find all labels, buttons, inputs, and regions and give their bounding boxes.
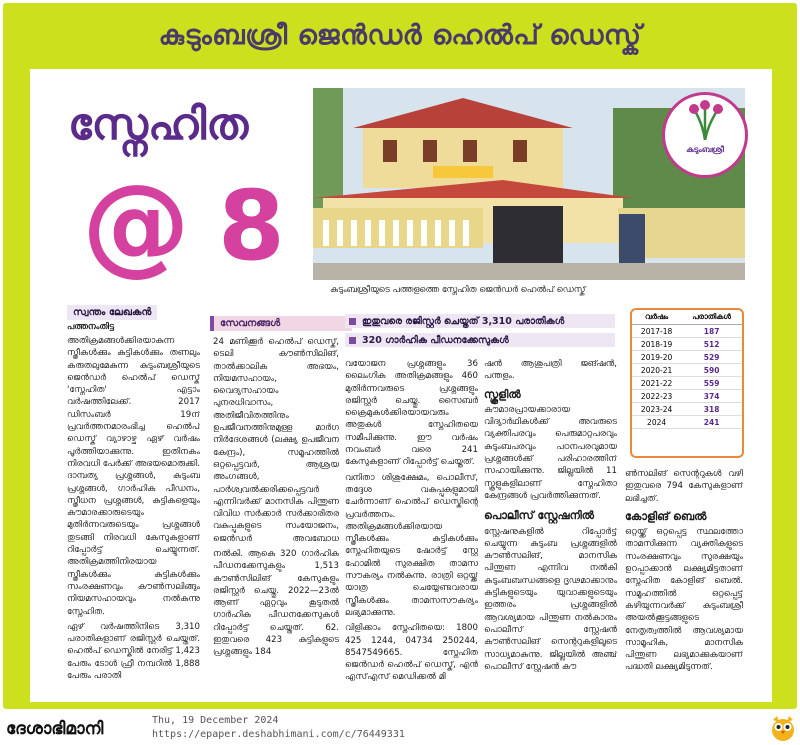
column-4-para-2: കൗമാരപ്രായക്കാരായ വിദ്യാർഥികൾക്ക് അവരുടെ വ്യക്തിപരവും പെരുമാറ്റപരവും കുടുംബപരവും പഠനപരവുമായ പ്രശ്നങ്ങൾക്ക് പരിഹാരത്തിന് സഹായിക്കുന്നു. ജില്ലയിൽ 11 സ്കൂളുകളിലാണ് സ്നേഹിതാ കേന്ദ്രങ്ങൾ പ്രവർത്തിക്കുന്നത്.: [484, 404, 617, 501]
complaints-table: [630, 308, 744, 458]
column-1: [67, 335, 200, 687]
column-3-para-3: വിളിക്കാം സ്നേഹിതയെ: 1800 425 1244, 04734 250244, 8547549665. സ്നേഹിത ജെൻഡർ ഹെൽപ് ഡെസ്ക്, എൻ എസ്എസ് മെഡിക്കൽ മി: [345, 623, 478, 683]
table-header-year: വർഷം: [632, 310, 681, 325]
table-cell-year: 2024: [632, 416, 681, 429]
table-header-row: [632, 310, 742, 325]
table-cell-year: 2022-23: [632, 390, 681, 403]
table-row: [632, 377, 742, 390]
table-cell-count: 318: [681, 403, 742, 416]
edition-url[interactable]: https://epaper.deshabhimani.com/c/76449331: [152, 729, 405, 740]
column-5-para-1: ൺസലിങ് സെന്ററുകൾ വഴി ഇതുവരെ 794 കേസുകളാണ് ലഭിച്ചത്.: [625, 469, 743, 504]
column-4-para-1: ഷൻ ആശുപത്രി ജങ്ഷൻ, പന്തളം.: [484, 359, 617, 382]
services-text: [213, 336, 339, 546]
column-4: [484, 358, 617, 688]
table-row: [632, 338, 742, 351]
table-cell-year: 2023-24: [632, 403, 681, 416]
calling-bell-heading: കോളിങ് ബെൽ: [625, 509, 707, 523]
table-cell-year: 2018-19: [632, 338, 681, 351]
table-cell-count: 241: [681, 416, 742, 429]
table-row: [632, 416, 742, 429]
table-cell-count: 529: [681, 351, 742, 364]
table-cell-count: 559: [681, 377, 742, 390]
highlight-domestic: [345, 333, 615, 347]
epaper-footer: [0, 710, 800, 745]
column-5: [625, 468, 743, 688]
photo-caption: കുടുംബശ്രീയുടെ പത്തളത്തെ സ്നേഹിത ജെൻഡർ ഹെൽപ് ഡെസ്ക്: [330, 285, 586, 295]
table-row: [632, 403, 742, 416]
column-1-para-1: അതിക്രമങ്ങൾക്കിരയാകുന്ന സ്ത്രീകൾക്കും കുട്ടികൾക്കും തണലും കരുതലുമേകുന്ന കുടുംബശ്രീയുടെ ജെൻഡർ ഹെൽപ് ഡെസ്ക് 'സ്നേഹിത' എട്ടാം വർഷത്തിലേക്ക്. 2017 ഡിസംബർ 19ന് പ്രവർത്തനമാരംഭിച്ച ഹെൽപ് ഡെസ്ക് വ്യാഴാഴ്ച ഏഴ് വർഷം പൂർത്തിയാക്കുന്നു. ഇതിനകം നിരവധി പേർക്ക് അഭയമൊരുക്കി. ദാമ്പത്യ പ്രശ്നങ്ങൾ, കുടുംബ പ്രശ്നങ്ങൾ, ഗാർഹിക പീഡനം, സ്ത്രീധന പ്രശ്നങ്ങൾ, കുട്ടികളെയും കൗമാരക്കാരുടെയും മുതിർന്നവരുടെയും പ്രശ്നങ്ങൾ തുടങ്ങി നിരവധി കേസുകളാണ് റിപ്പോർട്ട് ചെയ്യുന്നത്. അതിക്രമത്തിനിരയായ സ്ത്രീകൾക്കും കുട്ടികൾക്കും സംരക്ഷണവും കൗൺസലിങ്ങും നിയമസഹായവും നൽകുന്നു സ്നേഹിത.: [67, 336, 200, 617]
table-cell-count: 374: [681, 390, 742, 403]
headline-at: @: [82, 162, 190, 287]
table-cell-year: 2017-18: [632, 325, 681, 338]
highlight-domestic-text: 320 ഗാർഹിക പീഡനക്കേസുകൾ: [362, 334, 509, 346]
school-heading: സ്കൂളിൽ: [484, 387, 521, 401]
highlight-complaints: [345, 314, 615, 328]
banner: [3, 3, 797, 69]
police-heading: പൊലീസ് സ്റ്റേഷനിൽ: [484, 509, 595, 523]
column-1-para-2: ഏഴ് വർഷത്തിനിടെ 3,310 പരാതികളാണ് രജിസ്റ്റർ ചെയ്തത്. ഹെൽപ് ഡെസ്കിൽ നേരിട്ട് 1,423 പേരും ടോൾ ഫ്രീ നമ്പറിൽ 1,888 പേരും പരാതി: [67, 621, 200, 682]
table-cell-year: 2021-22: [632, 377, 681, 390]
table-cell-year: 2019-20: [632, 351, 681, 364]
services-para: 24 മണിക്കൂർ ഹെൽപ് ഡെസ്ക്, ടെലി കൗൺസിലിങ്, താൽക്കാലിക അഭയം, നിയമസഹായം, വൈദ്യസഹായം പുനരധിവാസം, അതിജീവിതത്തിനും ഉപജീവനത്തിനുമുള്ള മാർഗ നിർദേശങ്ങൾ (ലക്ഷ്യ ഉപജീവന കേന്ദ്രം), സമൂഹത്തിൽ ഒറ്റപ്പെട്ടവർ, ആശ്രയ അംഗങ്ങൾ, പാർശ്വവൽക്കരിക്കപ്പെട്ടവർ എന്നിവർക്ക് മാനസിക പിന്തുണ വിവിധ സർക്കാർ സർക്കാരിതര വകുപ്പുകളുടെ സംയോജനം, ജെൻഡർ അവബോധ: [213, 337, 339, 544]
table-cell-count: 187: [681, 325, 742, 338]
dateline: പത്തനംതിട്ട: [67, 322, 114, 332]
services-continuation: [213, 548, 339, 688]
column-3-para-2: വനിതാ ശിശുക്ഷേമം, പൊലീസ്, തദ്ദേശ വകുപ്പുകളുമായി ചേർന്നാണ് ഹെൽപ് ഡെസ്കിന്റെ പ്രവർത്തനം. അതിക്രമങ്ങൾക്കിരയായ സ്ത്രീകൾക്കും കുട്ടികൾക്കും സ്നേഹിതയുടെ ഷോർട്ട് സ്റ്റേ ഹോമിൽ സുരക്ഷിത താമസ സൗകര്യം നൽകുന്നു. രാത്രി ഒറ്റയ്ക്ക് യാത്ര ചെയ്യേണ്ടവരായ സ്ത്രീകൾക്കും താമസസൗകര്യം ലഭ്യമാക്കുന്നു.: [345, 472, 478, 618]
banner-title: കുടുംബശ്രീ ജെൻഡർ ഹെൽപ് ഡെസ്ക്: [158, 20, 642, 51]
services-heading: സേവനങ്ങൾ: [210, 316, 352, 331]
deshabhimani-logo[interactable]: ദേശാഭിമാനി: [6, 719, 104, 739]
table-row: [632, 351, 742, 364]
table-row: [632, 364, 742, 377]
owl-icon: [770, 714, 796, 742]
complaints-table-grid: [632, 310, 742, 429]
column-3-para-1: വയോജന പ്രശ്നങ്ങളും 36 ലൈംഗിക അതിക്രമങ്ങളും 460 മുതിർന്നവരുടെ പ്രശ്നങ്ങളും രജിസ്റ്റർ ചെയ്തു. സൈബർ ക്രൈമുകൾക്കിരയായവരും അതുകൾ സ്നേഹിതയെ സമീപിക്കുന്നു. ഈ വർഷം നവംബർ വരെ 241 കേസുകളാണ് റിപ്പോർട്ട് ചെയ്തത്.: [345, 359, 478, 468]
bullet-square-icon: [349, 318, 356, 325]
table-row: [632, 325, 742, 338]
edition-date: Thu, 19 December 2024: [152, 715, 279, 726]
highlight-complaints-text: ഇതുവരെ രജിസ്റ്റർ ചെയ്തത് 3,310 പരാതികൾ: [362, 315, 565, 327]
table-cell-count: 512: [681, 338, 742, 351]
table-cell-year: 2020-21: [632, 364, 681, 377]
services-para-2: നൽകി. ആകെ 320 ഗാർഹിക പീഡനക്കേസുകളും 1,513 കൗൺസിലിങ് കേസുകളും രജിസ്റ്റർ ചെയ്തു. 2022—23ൽ ആണ് ഏറ്റവും കൂടുതൽ ഗാർഹിക പീഡനക്കേസുകൾ റിപ്പോർട്ട് ചെയ്തത്. 62. ഇതുവരെ 423 കുട്ടികളുടെ പ്രശ്നങ്ങളും 184: [213, 549, 339, 658]
headline-title: സ്നേഹിത: [68, 99, 249, 150]
table-cell-count: 590: [681, 364, 742, 377]
table-row: [632, 390, 742, 403]
reporter-byline: സ്വന്തം ലേഖകൻ: [67, 305, 157, 320]
table-header-count: പരാതികൾ: [681, 310, 742, 325]
kudumbashree-logo: [662, 92, 748, 178]
column-4-para-3: സ്റ്റേഷനുകളിൽ റിപ്പോർട്ട് ചെയ്യുന്ന കുടുംബ പ്രശ്നങ്ങളിൽ കൗൺസലിങ്, മാനസിക പിന്തുണ എന്നിവ നൽകി കുടുംബബന്ധങ്ങളെ ദൃഢമാക്കാനും കുട്ടികളുടെയും യുവാക്കളുടെയും ഇത്തരം പ്രശ്നങ്ങളിൽ ആവശ്യമായ പിന്തുണ നൽകാനും പൊലീസ് സ്റ്റേഷൻ കൗൺസലിങ് സെന്ററുകളിലൂടെ സാധ്യമാകുന്നു. ജില്ലയിൽ അഞ്ച് പൊലീസ് സ്റ്റേഷൻ കൗ: [484, 526, 617, 672]
bullet-square-icon: [349, 337, 356, 344]
flower-icon: [665, 95, 745, 145]
headline-number: 8: [218, 170, 285, 282]
column-5-para-2: ഒറ്റയ്ക്ക് ഒറ്റപ്പെട്ട സ്ഥലത്തോ താമസിക്കുന്ന വ്യക്തികളുടെ സംരക്ഷണവും സുരക്ഷയും ഉറപ്പാക്കാൻ ലക്ഷ്യമിട്ടതാണ് സ്നേഹിത കോളിങ് ബെൽ. സമൂഹത്തിൽ ഒറ്റപ്പെട്ട് കഴിയുന്നവർക്ക് കുടുംബശ്രീ അയൽക്കൂട്ടങ്ങളുടെ നേതൃത്വത്തിൽ ആവശ്യമായ സാമൂഹിക, മാനസിക പിന്തുണ ലഭ്യമാക്കുകയാണ് പദ്ധതി ലക്ഷ്യമിടുന്നത്.: [625, 527, 743, 673]
logo-text: കുടുംബശ്രീ: [686, 145, 724, 154]
column-3: [345, 358, 478, 688]
